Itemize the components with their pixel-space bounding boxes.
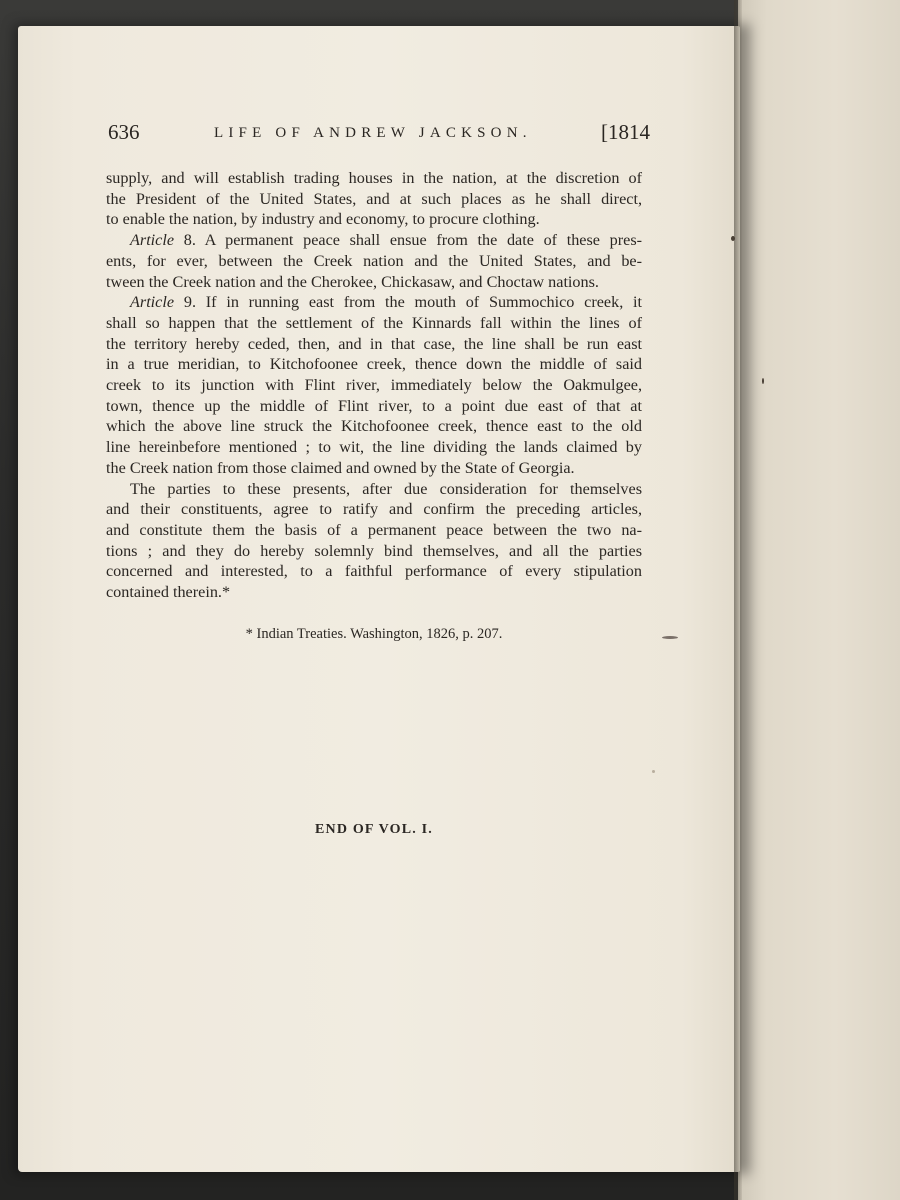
article-number: 8.: [183, 231, 196, 250]
paragraph-line: in a true meridian, to Kitchofoonee creek, thence down the middle of said: [106, 355, 642, 374]
paragraph-line: line hereinbefore mentioned ; to wit, the line dividing the lands claimed by: [106, 438, 642, 457]
paragraph-line: creek to its junction with Flint river, immediately below the Oakmulgee,: [106, 376, 642, 395]
paragraph-line: shall so happen that the settlement of the Kinnards fall within the lines of: [106, 313, 642, 332]
paragraph-line: tions ; and they do hereby solemnly bind themselves, and all the parties: [106, 541, 642, 560]
article-9-first-line: [106, 292, 642, 313]
paragraph-line: the President of the United States, and at such places as he shall direct,: [106, 189, 642, 208]
paragraph-line: which the above line struck the Kitchofoonee creek, thence east to the old: [106, 417, 642, 436]
book-gutter: [734, 0, 742, 1200]
paragraph-line: The parties to these presents, after due consideration for themselves: [130, 479, 642, 498]
article-label: Article: [130, 293, 175, 312]
paragraph-line: to enable the nation, by industry and economy, to procure clothing.: [106, 210, 540, 229]
end-of-volume: END OF VOL. I.: [314, 822, 434, 837]
paragraph-line: If in running east from the mouth of Summochico creek, it: [205, 293, 643, 312]
paper-speck: [662, 636, 678, 639]
paragraph-line: the territory hereby ceded, then, and in that case, the line shall be run east: [106, 334, 642, 353]
paper-speck: [762, 378, 764, 384]
paragraph-line: A permanent peace shall ensue from the date of these pres-: [204, 231, 643, 250]
paragraph-line: concerned and interested, to a faithful performance of every stipulation: [106, 562, 642, 581]
paragraph-line: town, thence up the middle of Flint river, to a point due east of that at: [106, 396, 642, 415]
paragraph-line: tween the Creek nation and the Cherokee, Chickasaw, and Choctaw nations.: [106, 272, 599, 291]
paper-speck: [652, 770, 655, 773]
running-title: LIFE OF ANDREW JACKSON.: [214, 125, 532, 141]
running-head: [108, 120, 650, 150]
paragraph-line: and constitute them the basis of a permanent peace between the two na-: [106, 520, 642, 539]
page-number: 636: [108, 120, 140, 144]
paragraph-line: contained therein.*: [106, 583, 231, 602]
paragraph-line: and their constituents, agree to ratify and confirm the preceding articles,: [106, 500, 642, 519]
article-8-first-line: [106, 230, 642, 251]
running-year: [1814: [601, 120, 650, 144]
body-text: [106, 168, 642, 603]
paragraph-line: supply, and will establish trading houses in the nation, at the discretion of: [106, 169, 642, 187]
footnote: * Indian Treaties. Washington, 1826, p. 207.: [245, 626, 503, 642]
paragraph-line: the Creek nation from those claimed and owned by the State of Georgia.: [106, 458, 575, 477]
facing-page-edge: [738, 0, 900, 1200]
article-number: 9.: [183, 293, 196, 312]
paragraph-line: ents, for ever, between the Creek nation and the United States, and be-: [106, 251, 642, 270]
article-label: Article: [130, 231, 175, 250]
paper-speck: [731, 236, 735, 241]
